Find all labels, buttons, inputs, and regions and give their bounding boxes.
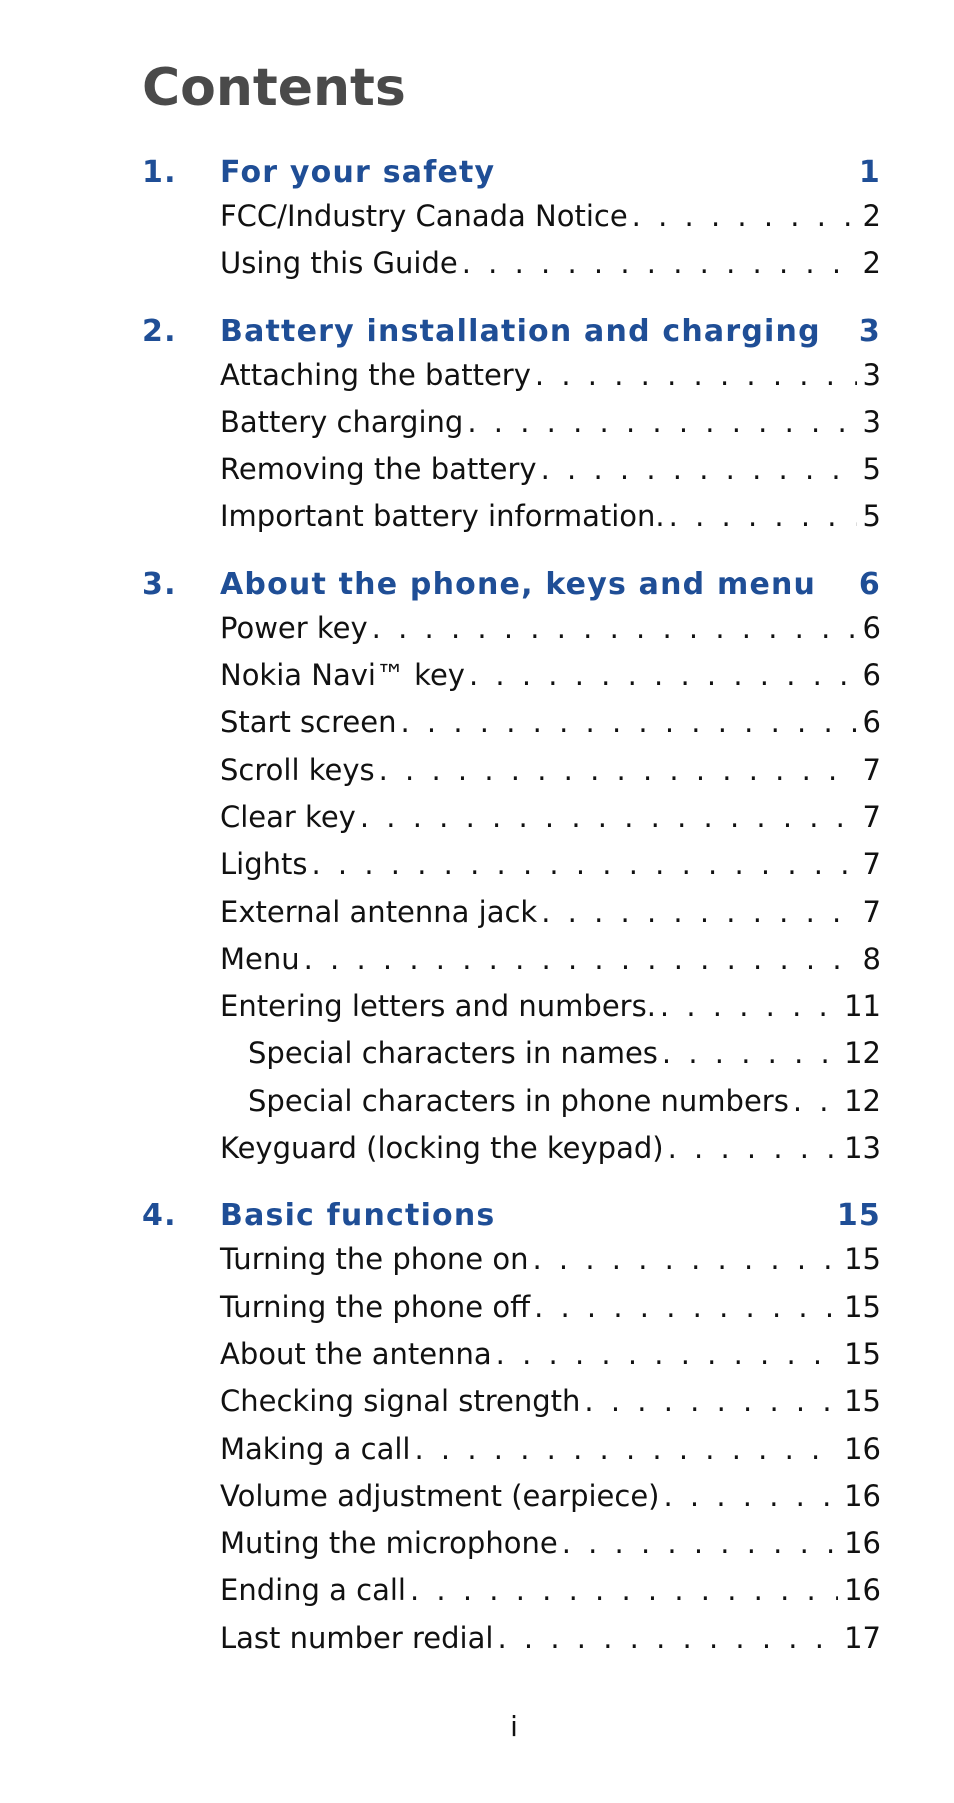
entry-label: Entering letters and numbers.: [220, 989, 656, 1024]
dot-leader: [562, 1526, 838, 1560]
toc-entry[interactable]: [220, 452, 881, 499]
chapter-page-number: 6: [858, 566, 881, 602]
entry-label: Lights: [220, 847, 308, 882]
dot-leader: [379, 753, 857, 787]
entry-page-number: 8: [862, 941, 881, 976]
dot-leader: [410, 1573, 838, 1607]
entry-label: Volume adjustment (earpiece): [220, 1478, 660, 1513]
dot-leader: [541, 895, 856, 929]
entry-page-number: 7: [862, 752, 881, 787]
chapter-title: About the phone, keys and menu: [220, 566, 817, 602]
toc-entry[interactable]: [220, 942, 881, 989]
dot-leader: [496, 1337, 838, 1371]
entry-page-number: 2: [862, 199, 881, 233]
entry-label: Nokia Navi™ key: [220, 658, 465, 693]
entry-page-number: 12: [844, 1083, 881, 1118]
entry-label: Special characters in phone numbers: [248, 1083, 789, 1118]
toc-entry[interactable]: [220, 753, 881, 800]
toc-entry[interactable]: [220, 1573, 881, 1620]
entry-label: Start screen: [220, 705, 397, 740]
toc-entry[interactable]: [220, 1526, 881, 1573]
dot-leader: [793, 1084, 838, 1118]
entry-label: Important battery information.: [220, 499, 665, 534]
toc-entry[interactable]: [220, 800, 881, 847]
entry-page-number: 13: [844, 1131, 881, 1166]
entry-page-number: 7: [862, 847, 881, 882]
dot-leader: [632, 199, 857, 233]
dot-leader: [469, 658, 857, 692]
entry-page-number: 15: [844, 1289, 881, 1324]
entry-label: Turning the phone off: [220, 1289, 531, 1324]
entry-label: Battery charging: [220, 404, 464, 439]
entry-label: External antenna jack: [220, 894, 538, 929]
entry-page-number: 17: [844, 1620, 881, 1655]
dot-leader: [662, 1036, 838, 1070]
entry-label: Keyguard (locking the keypad): [220, 1131, 664, 1166]
entry-page-number: 5: [862, 452, 881, 487]
toc-entry[interactable]: [248, 1084, 881, 1131]
entry-label: Using this Guide: [220, 246, 458, 281]
entry-page-number: 6: [862, 705, 881, 740]
entry-label: Special characters in names: [248, 1036, 658, 1071]
entry-label: Muting the microphone: [220, 1526, 558, 1561]
entry-page-number: 3: [862, 404, 881, 439]
entry-page-number: 3: [862, 357, 881, 392]
toc-entry[interactable]: [220, 1242, 881, 1289]
entry-page-number: 7: [862, 894, 881, 929]
toc-chapter: [142, 155, 881, 294]
toc-entry[interactable]: [220, 1384, 881, 1431]
dot-leader: [532, 1242, 838, 1276]
toc-entry[interactable]: [220, 989, 881, 1036]
toc-entry[interactable]: [220, 847, 881, 894]
chapter-number: 4.: [142, 1198, 177, 1234]
toc-entry[interactable]: [220, 199, 881, 246]
entry-page-number: 11: [844, 989, 881, 1024]
entry-page-number: 7: [862, 799, 881, 834]
toc-entry[interactable]: [220, 499, 881, 546]
chapter-title: Battery installation and charging: [220, 313, 821, 349]
dot-leader: [541, 452, 857, 486]
page-title: Contents: [142, 58, 406, 118]
entry-label: Scroll keys: [220, 752, 375, 787]
toc-entry[interactable]: [220, 611, 881, 658]
entry-page-number: 16: [844, 1573, 881, 1608]
entry-label: Power key: [220, 610, 368, 645]
entry-page-number: 6: [862, 610, 881, 645]
dot-leader: [467, 405, 856, 439]
toc-entry[interactable]: [220, 705, 881, 752]
entry-page-number: 16: [844, 1431, 881, 1466]
entry-page-number: 16: [844, 1478, 881, 1513]
toc-entry[interactable]: [220, 658, 881, 705]
dot-leader: [304, 942, 857, 976]
entry-page-number: 16: [844, 1526, 881, 1561]
chapter-heading[interactable]: [142, 567, 881, 611]
chapter-entries: [142, 611, 881, 1179]
chapter-heading[interactable]: [142, 1198, 881, 1242]
toc-entry[interactable]: [220, 1479, 881, 1526]
entry-label: Removing the battery: [220, 452, 537, 487]
dot-leader: [534, 1290, 838, 1324]
dot-leader: [360, 800, 857, 834]
chapter-entries: [142, 358, 881, 547]
entry-label: Ending a call: [220, 1573, 406, 1608]
toc-entry[interactable]: [220, 1337, 881, 1384]
chapter-entries: [142, 1242, 881, 1668]
toc-chapter: [142, 567, 881, 1179]
toc-entry[interactable]: [220, 1290, 881, 1337]
entry-page-number: 15: [844, 1242, 881, 1277]
entry-label: Last number redial: [220, 1620, 494, 1655]
dot-leader: [664, 1479, 839, 1513]
table-of-contents: [142, 155, 881, 1688]
dot-leader: [660, 989, 838, 1023]
entry-label: Attaching the battery: [220, 357, 531, 392]
dot-leader: [668, 1131, 839, 1165]
entry-page-number: 2: [862, 246, 881, 281]
entry-page-number: 6: [862, 658, 881, 693]
entry-label: Turning the phone on: [220, 1242, 529, 1277]
chapter-heading[interactable]: [142, 155, 881, 199]
chapter-title: Basic functions: [220, 1198, 496, 1234]
page-number: i: [510, 1710, 518, 1743]
entry-label: Checking signal strength: [220, 1384, 581, 1419]
chapter-page-number: 15: [836, 1198, 881, 1234]
toc-entry[interactable]: [248, 1036, 881, 1083]
chapter-number: 3.: [142, 566, 177, 602]
toc-entry[interactable]: [220, 246, 881, 293]
toc-chapter: [142, 314, 881, 547]
chapter-number: 1.: [142, 155, 177, 190]
dot-leader: [372, 611, 857, 645]
dot-leader: [497, 1621, 838, 1655]
entry-label: Making a call: [220, 1431, 411, 1466]
chapter-page-number: 3: [858, 313, 881, 349]
dot-leader: [462, 246, 857, 280]
dot-leader: [311, 847, 856, 881]
entry-label: Menu: [220, 941, 300, 976]
chapter-page-number: 1: [858, 155, 881, 190]
chapter-heading[interactable]: [142, 314, 881, 358]
entry-page-number: 15: [844, 1336, 881, 1371]
toc-entry[interactable]: [220, 1621, 881, 1668]
toc-entry[interactable]: [220, 405, 881, 452]
chapter-title: For your safety: [220, 155, 496, 190]
entry-label: FCC/Industry Canada Notice: [220, 199, 628, 233]
toc-entry[interactable]: [220, 358, 881, 405]
entry-page-number: 12: [844, 1036, 881, 1071]
toc-chapter: [142, 1198, 881, 1668]
dot-leader: [535, 358, 857, 392]
chapter-number: 2.: [142, 313, 177, 349]
toc-entry[interactable]: [220, 1131, 881, 1178]
entry-label: About the antenna: [220, 1336, 492, 1371]
chapter-entries: [142, 199, 881, 294]
entry-page-number: 5: [862, 499, 881, 534]
dot-leader: [584, 1384, 838, 1418]
entry-page-number: 15: [844, 1384, 881, 1419]
entry-label: Clear key: [220, 799, 356, 834]
dot-leader: [669, 499, 857, 533]
dot-leader: [400, 705, 856, 739]
toc-entry[interactable]: [220, 1432, 881, 1479]
toc-entry[interactable]: [220, 895, 881, 942]
dot-leader: [414, 1432, 838, 1466]
